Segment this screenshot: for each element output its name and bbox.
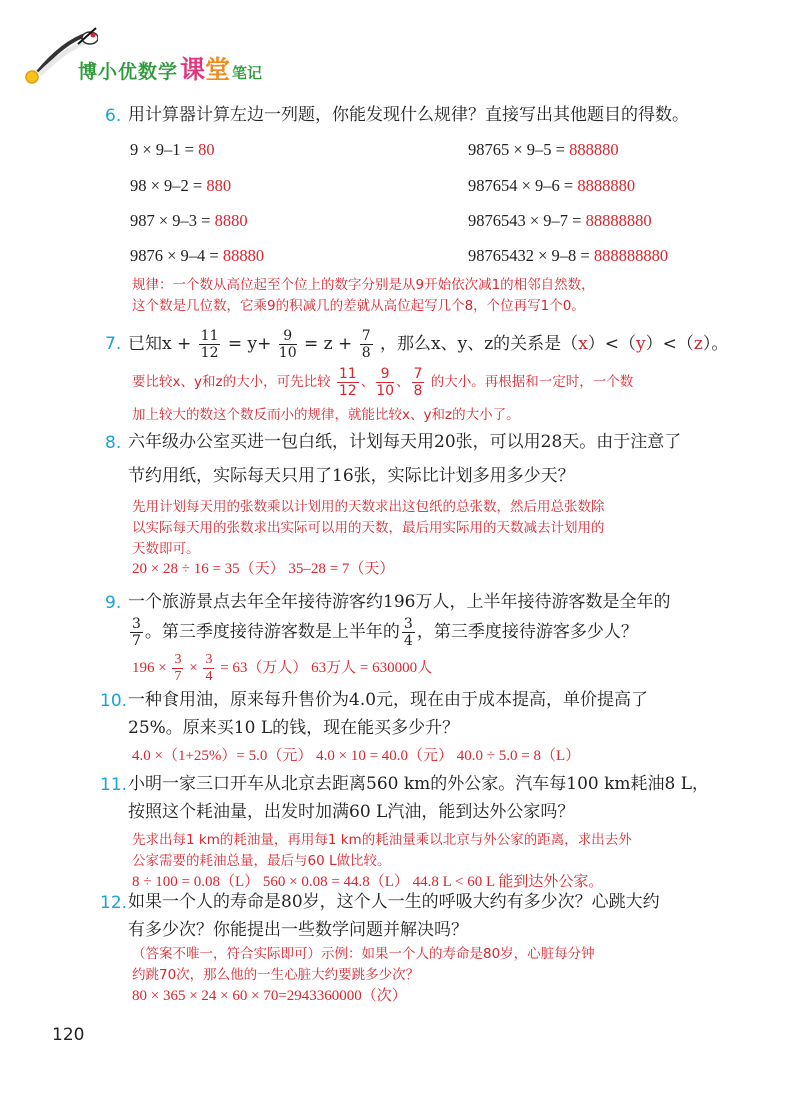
question-text: 一种食用油，原来每升售价为4.0元，现在由于成本提高，单价提高了 — [128, 690, 649, 710]
equation: 9876 × 9–4 = 88880 — [130, 246, 265, 265]
equation: 9 × 9–1 = 80 — [130, 140, 215, 159]
question-number: 11. — [100, 775, 128, 795]
question-number: 10. — [100, 691, 128, 711]
brand-biji: 笔记 — [232, 64, 263, 82]
answer-calc: 20 × 28 ÷ 16 = 35（天） 35–28 = 7（天） — [132, 561, 395, 577]
equation: 987654 × 9–6 = 8888880 — [468, 176, 636, 195]
question-number: 8. — [105, 433, 122, 453]
page-number: 120 — [52, 1025, 85, 1045]
question-text: 25%。原来买10 L的钱，现在能买多少升？ — [128, 718, 460, 738]
equation: 98765432 × 9–8 = 888888880 — [468, 246, 669, 265]
answer-calc: 196 × $\frac{3}{7}$ × $\frac{3}{4}$ = 63（万人） 63万人 = 630000人 — [132, 652, 433, 685]
answer-calc: 80 × 365 × 24 × 60 × 70=2943360000（次） — [132, 988, 407, 1004]
answer-note: 要比较x、y和z的大小，可先比较 $\frac{11}{12}$ 、 $\frac{9}{10}$ 、 $\frac{7}{8}$ 的大小。再根据和一定时，一个数 — [132, 365, 634, 399]
question-number: 9. — [105, 593, 122, 613]
question-number: 12. — [100, 893, 128, 913]
question-text: 一个旅游景点去年全年接待游客约196万人，上半年接待游客数是全年的 — [128, 592, 671, 612]
book-header — [18, 22, 338, 92]
answer-calc: 8 ÷ 100 = 0.08（L） 560 × 0.08 = 44.8（L） 44.8 L < 60 L 能到达外公家。 — [132, 874, 604, 890]
answer-note: 以实际每天用的张数求出实际可以用的天数，最后用实际用的天数减去计划用的 — [132, 520, 605, 536]
answer-note: 先用计划每天用的张数乘以计划用的天数求出这包纸的总张数，然后用总张数除 — [132, 499, 605, 515]
question-number: 6. — [105, 106, 122, 126]
brand-tang: 堂 — [205, 55, 231, 84]
answer-note: 先求出每1 km的耗油量，再用每1 km的耗油量乘以北京与外公家的距离，求出去外 — [132, 832, 632, 848]
question-number: 7. — [105, 334, 122, 354]
equation: 987 × 9–3 = 8880 — [130, 211, 248, 230]
question-text: 节约用纸，实际每天只用了16张，实际比计划多用多少天？ — [128, 466, 575, 486]
question-text: 六年级办公室买进一包白纸，计划每天用20张，可以用28天。由于注意了 — [128, 432, 682, 452]
question-text: 按照这个耗油量，出发时加满60 L汽油，能到达外公家吗？ — [128, 802, 575, 822]
equation: 9876543 × 9–7 = 88888880 — [468, 211, 652, 230]
equation: 98 × 9–2 = 880 — [130, 176, 232, 195]
answer-note: 这个数是几位数，它乘9的积减几的差就从高位起写几个8，个位再写1个0。 — [132, 298, 585, 314]
question-text: 用计算器计算左边一列题，你能发现什么规律？直接写出其他题目的得数。 — [128, 105, 689, 125]
brand-ke: 课 — [180, 55, 206, 84]
answer-note: 天数即可。 — [132, 541, 200, 557]
equation: 98765 × 9–5 = 888880 — [468, 140, 619, 159]
answer-note: 加上较大的数这个数反而小的规律，就能比较x、y和z的大小了。 — [132, 407, 520, 423]
answer-note: 公家需要的耗油总量，最后与60 L做比较。 — [132, 853, 391, 869]
brand-text: 博小优数学 — [78, 61, 179, 83]
answer-note: 规律：一个数从高位起至个位上的数字分别是从9开始依次减1的相邻自然数， — [132, 277, 595, 293]
question-text: 有多少次？你能提出一些数学问题并解决吗？ — [128, 920, 468, 940]
question-text: 已知x + $\frac{11}{12}$ = y+ $\frac{9}{10}$ = z + $\frac{7}{8}$ ，那么x、y、z的关系是（x）<（y）<（z）。 — [128, 328, 729, 361]
answer-note: （答案不唯一，符合实际即可）示例：如果一个人的寿命是80岁，心脏每分钟 — [132, 946, 595, 962]
question-text: 如果一个人的寿命是80岁，这个人一生的呼吸大约有多少次？心跳大约 — [128, 892, 660, 912]
brand-title — [78, 50, 262, 86]
question-text: 小明一家三口开车从北京去距离560 km的外公家。汽车每100 km耗油8 L， — [128, 774, 710, 794]
answer-note: 约跳70次，那么他的一生心脏大约要跳多少次？ — [132, 967, 420, 983]
answer-calc: 4.0 ×（1+25%）= 5.0（元） 4.0 × 10 = 40.0（元） 40.0 ÷ 5.0 = 8（L） — [132, 748, 581, 764]
question-text: $\frac{3}{7}$ 。第三季度接待游客数是上半年的 $\frac{3}{4}$ ，第三季度接待游客多少人？ — [132, 616, 638, 649]
